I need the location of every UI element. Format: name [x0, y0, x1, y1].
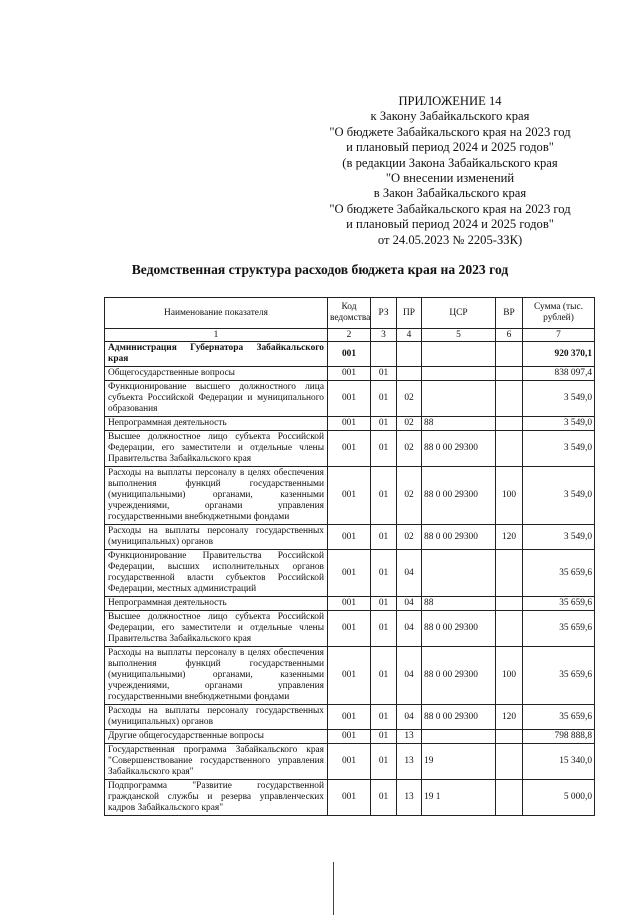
table-row — [105, 342, 595, 367]
sum-cell: 3 549,0 — [523, 467, 595, 525]
column-header-vr: ВР — [496, 298, 523, 329]
table-row — [105, 467, 595, 525]
vr-cell — [496, 744, 523, 780]
sum-cell: 798 888,8 — [523, 730, 595, 744]
table-row — [105, 611, 595, 647]
header-line: в Закон Забайкальского края — [373, 186, 527, 201]
csr-cell — [422, 550, 496, 597]
sum-cell: 3 549,0 — [523, 381, 595, 417]
row-name-cell: Расходы на выплаты персоналу государственных (муниципальных) органов — [105, 705, 328, 730]
vr-cell: 100 — [496, 467, 523, 525]
row-name-cell: Другие общегосударственные вопросы — [105, 730, 328, 744]
column-header-rz: РЗ — [371, 298, 397, 329]
header-line: и плановый период 2024 и 2025 годов" — [346, 140, 554, 155]
department-code-cell: 001 — [328, 597, 371, 611]
row-name-cell: Расходы на выплаты персоналу в целях обеспечения выполнения функций государственными (муниципальными) органами, казенными учреждениями, органами управления государственными внебюджетными фондами — [105, 467, 328, 525]
pr-cell: 02 — [397, 467, 422, 525]
csr-cell — [422, 730, 496, 744]
table-body — [105, 329, 595, 816]
vr-cell — [496, 367, 523, 381]
rz-cell: 01 — [371, 431, 397, 467]
rz-cell: 01 — [371, 525, 397, 550]
header-line: "О бюджете Забайкальского края на 2023 год — [329, 124, 571, 139]
header-line: к Закону Забайкальского края — [370, 109, 530, 124]
column-header-csr: ЦСР — [422, 298, 496, 329]
pr-cell: 04 — [397, 705, 422, 730]
department-code-cell: 001 — [328, 367, 371, 381]
csr-cell: 88 0 00 29300 — [422, 431, 496, 467]
row-name-cell: Администрация Губернатора Забайкальского края — [105, 342, 328, 367]
sum-cell: 3 549,0 — [523, 525, 595, 550]
table-row — [105, 744, 595, 780]
pr-cell: 04 — [397, 611, 422, 647]
sum-cell: 15 340,0 — [523, 744, 595, 780]
row-name-cell: Общегосударственные вопросы — [105, 367, 328, 381]
column-number: 7 — [523, 329, 595, 342]
rz-cell: 01 — [371, 647, 397, 705]
sum-cell: 35 659,6 — [523, 550, 595, 597]
row-name-cell: Расходы на выплаты персоналу в целях обеспечения выполнения функций государственными (муниципальными) органами, казенными учреждениями, органами управления государственными внебюджетными фондами — [105, 647, 328, 705]
vr-cell — [496, 431, 523, 467]
vr-cell — [496, 550, 523, 597]
rz-cell: 01 — [371, 730, 397, 744]
sum-cell: 5 000,0 — [523, 780, 595, 816]
rz-cell: 01 — [371, 467, 397, 525]
pr-cell: 02 — [397, 381, 422, 417]
row-name-cell: Непрограммная деятельность — [105, 417, 328, 431]
table-row — [105, 525, 595, 550]
table-row — [105, 367, 595, 381]
department-code-cell: 001 — [328, 431, 371, 467]
row-name-cell: Расходы на выплаты персоналу государственных (муниципальных) органов — [105, 525, 328, 550]
vr-cell: 100 — [496, 647, 523, 705]
table-row — [105, 417, 595, 431]
sum-cell: 920 370,1 — [523, 342, 595, 367]
appendix-header — [300, 94, 600, 248]
pr-cell: 02 — [397, 417, 422, 431]
department-code-cell: 001 — [328, 705, 371, 730]
rz-cell: 01 — [371, 550, 397, 597]
rz-cell: 01 — [371, 611, 397, 647]
sum-cell: 35 659,6 — [523, 611, 595, 647]
scan-line-divider — [333, 862, 334, 915]
rz-cell: 01 — [371, 705, 397, 730]
table-header-row — [105, 298, 595, 329]
csr-cell: 88 0 00 29300 — [422, 705, 496, 730]
rz-cell: 01 — [371, 367, 397, 381]
pr-cell: 04 — [397, 647, 422, 705]
csr-cell: 88 — [422, 417, 496, 431]
csr-cell — [422, 342, 496, 367]
expenditure-table — [104, 297, 595, 816]
department-code-cell: 001 — [328, 780, 371, 816]
vr-cell — [496, 611, 523, 647]
header-line: "О внесении изменений — [385, 171, 515, 186]
header-line: (в редакции Закона Забайкальского края — [342, 155, 558, 170]
row-name-cell: Функционирование высшего должностного лица субъекта Российской Федерации и муниципального образования — [105, 381, 328, 417]
pr-cell — [397, 342, 422, 367]
vr-cell: 120 — [496, 525, 523, 550]
table-row — [105, 647, 595, 705]
department-code-cell: 001 — [328, 467, 371, 525]
header-line: "О бюджете Забайкальского края на 2023 год — [329, 201, 571, 216]
vr-cell: 120 — [496, 705, 523, 730]
csr-cell: 88 0 00 29300 — [422, 647, 496, 705]
column-number-row — [105, 329, 595, 342]
pr-cell: 04 — [397, 597, 422, 611]
department-code-cell: 001 — [328, 417, 371, 431]
column-number: 3 — [371, 329, 397, 342]
column-number: 6 — [496, 329, 523, 342]
header-line: и плановый период 2024 и 2025 годов" — [346, 217, 554, 232]
header-line: от 24.05.2023 № 2205-ЗЗК) — [377, 232, 523, 247]
department-code-cell: 001 — [328, 550, 371, 597]
column-header-name: Наименование показателя — [105, 298, 328, 329]
rz-cell: 01 — [371, 780, 397, 816]
sum-cell: 35 659,6 — [523, 705, 595, 730]
csr-cell: 88 0 00 29300 — [422, 611, 496, 647]
row-name-cell: Функционирование Правительства Российской Федерации, высших исполнительных органов государственной власти субъектов Российской Федерации, местных администраций — [105, 550, 328, 597]
table-row — [105, 431, 595, 467]
csr-cell: 19 1 — [422, 780, 496, 816]
vr-cell — [496, 780, 523, 816]
table-row — [105, 550, 595, 597]
pr-cell — [397, 367, 422, 381]
vr-cell — [496, 597, 523, 611]
rz-cell: 01 — [371, 597, 397, 611]
vr-cell — [496, 417, 523, 431]
department-code-cell: 001 — [328, 730, 371, 744]
csr-cell: 88 0 00 29300 — [422, 525, 496, 550]
row-name-cell: Подпрограмма "Развитие государственной гражданской службы и резерва управленческих кадров Забайкальского края" — [105, 780, 328, 816]
csr-cell: 88 0 00 29300 — [422, 467, 496, 525]
table-row — [105, 780, 595, 816]
csr-cell: 19 — [422, 744, 496, 780]
sum-cell: 3 549,0 — [523, 417, 595, 431]
csr-cell — [422, 381, 496, 417]
sum-cell: 35 659,6 — [523, 647, 595, 705]
row-name-cell: Высшее должностное лицо субъекта Российской Федерации, его заместители и отдельные члены Правительства Забайкальского края — [105, 431, 328, 467]
vr-cell — [496, 730, 523, 744]
table-row — [105, 730, 595, 744]
vr-cell — [496, 381, 523, 417]
sum-cell: 838 097,4 — [523, 367, 595, 381]
header-line: ПРИЛОЖЕНИЕ 14 — [398, 94, 502, 108]
pr-cell: 02 — [397, 431, 422, 467]
department-code-cell: 001 — [328, 744, 371, 780]
pr-cell: 02 — [397, 525, 422, 550]
row-name-cell: Непрограммная деятельность — [105, 597, 328, 611]
table-row — [105, 705, 595, 730]
column-number: 5 — [422, 329, 496, 342]
department-code-cell: 001 — [328, 525, 371, 550]
column-header-pr: ПР — [397, 298, 422, 329]
department-code-cell: 001 — [328, 342, 371, 367]
vr-cell — [496, 342, 523, 367]
page-title: Ведомственная структура расходов бюджета края на 2023 год — [131, 262, 509, 277]
column-number: 4 — [397, 329, 422, 342]
pr-cell: 13 — [397, 780, 422, 816]
column-number: 1 — [105, 329, 328, 342]
row-name-cell: Государственная программа Забайкальского края "Совершенствование государственного управления Забайкальского края" — [105, 744, 328, 780]
csr-cell — [422, 367, 496, 381]
table-row — [105, 597, 595, 611]
sum-cell: 35 659,6 — [523, 597, 595, 611]
department-code-cell: 001 — [328, 647, 371, 705]
sum-cell: 3 549,0 — [523, 431, 595, 467]
table-row — [105, 381, 595, 417]
department-code-cell: 001 — [328, 611, 371, 647]
rz-cell — [371, 342, 397, 367]
department-code-cell: 001 — [328, 381, 371, 417]
pr-cell: 13 — [397, 744, 422, 780]
column-header-department-code: Код ведомства — [328, 298, 371, 329]
rz-cell: 01 — [371, 744, 397, 780]
pr-cell: 04 — [397, 550, 422, 597]
rz-cell: 01 — [371, 381, 397, 417]
column-number: 2 — [328, 329, 371, 342]
csr-cell: 88 — [422, 597, 496, 611]
column-header-sum: Сумма (тыс. рублей) — [523, 298, 595, 329]
pr-cell: 13 — [397, 730, 422, 744]
rz-cell: 01 — [371, 417, 397, 431]
row-name-cell: Высшее должностное лицо субъекта Российской Федерации, его заместители и отдельные члены Правительства Забайкальского края — [105, 611, 328, 647]
